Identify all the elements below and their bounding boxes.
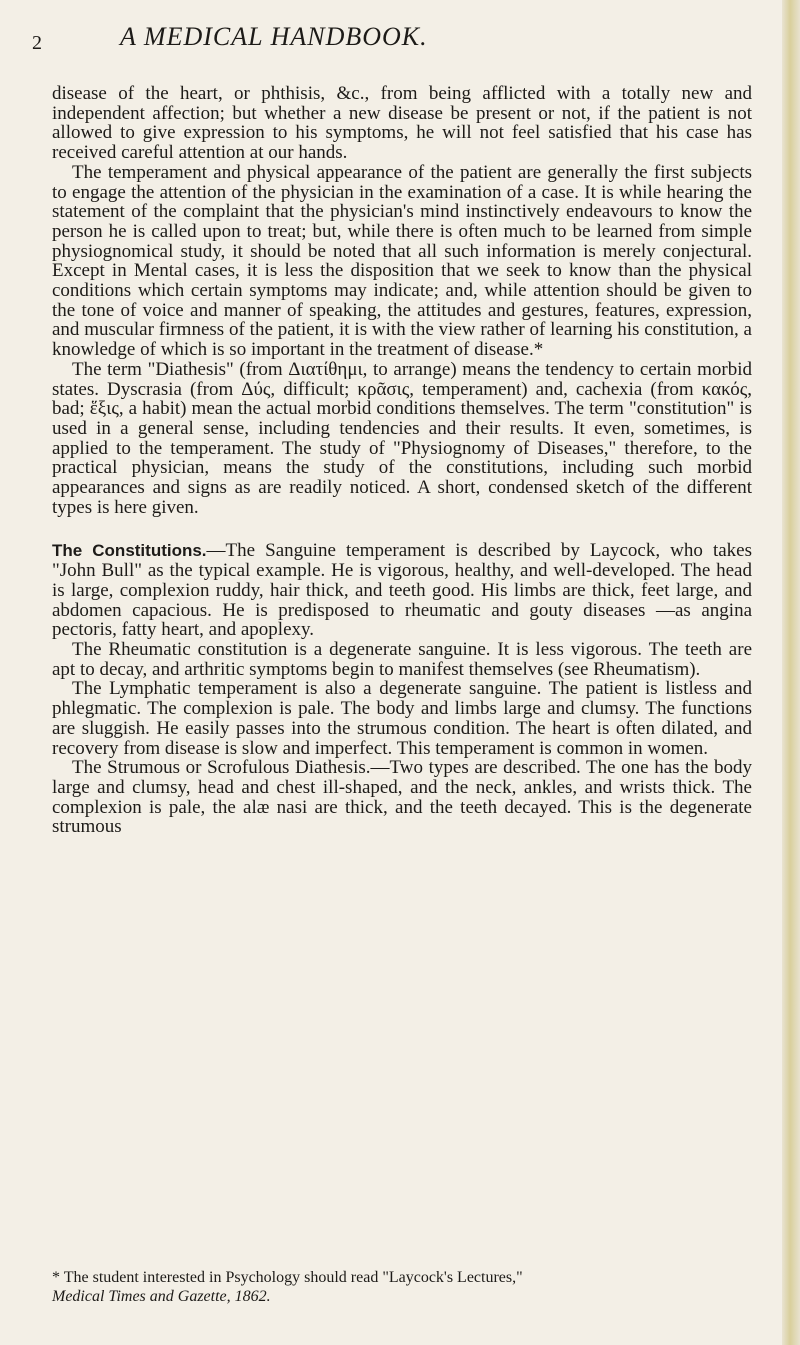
section-heading: The Constitutions. xyxy=(52,541,207,561)
paragraph-lymphatic: The Lymphatic temperament is also a degenerate sanguine. The patient is listless and phlegmatic. The complexion is pale. The body and limbs large and clumsy. The functions are sluggish. He easily passes into the strumous condition. The heart is often dilated, and recovery from disease is slow and imperfect. This temperament is common in women. xyxy=(52,678,752,759)
paragraph-temperament: The temperament and physical appearance of the patient are generally the first subjects to engage the attention of the physician in the examination of a case. It is while hearing the statement of the complaint that the physician's mind instinctively endeavours to know the person he is called upon to treat; but, while there is often much to be learned from simple physiognomical study, it should be noted that all such information is merely conjectural. Except in Mental cases, it is less the disposition that we seek to know than the physical conditions which certain symptoms may indicate; and, while attention should be given to the tone of voice and manner of speaking, the attitudes and gestures, features, expression, and muscular firmness of the patient, it is with the view rather of learning his constitution, a knowledge of which is so important in the treatment of disease.* xyxy=(52,161,752,361)
paragraph-constitutions xyxy=(52,541,752,640)
running-head: A MEDICAL HANDBOOK. xyxy=(120,22,428,51)
paragraph-strumous: The Strumous or Scrofulous Diathesis.—Two types are described. The one has the body large and clumsy, head and chest ill-shaped, and the neck, ankles, and wrists thick. The complexion is pale, the alæ nasi are thick, and the teeth decayed. This is the degenerate strumous xyxy=(52,757,752,838)
page-number: 2 xyxy=(32,32,42,54)
sanguine-text: —The Sanguine temperament is described by Laycock, who takes "John Bull" as the typical example. He is vigorous, healthy, and well-developed. The head is large, complexion ruddy, hair thick, and teeth good. His limbs are thick, feet large, and abdomen capacious. He is predisposed to rheumatic and gouty diseases —as angina pectoris, fatty heart, and apoplexy. xyxy=(52,540,752,641)
page-edge xyxy=(782,0,800,1345)
paragraph-intro: disease of the heart, or phthisis, &c., from being afflicted with a totally new and independent affection; but whether a new disease be present or not, if the patient is not allowed to give expression to his symptoms, he will not feel satisfied that his case has received careful attention at our hands. xyxy=(52,83,752,164)
body-text xyxy=(52,84,752,837)
footnote-source: Medical Times and Gazette, 1862. xyxy=(52,1288,271,1305)
paragraph-rheumatic: The Rheumatic constitution is a degenerate sanguine. It is less vigorous. The teeth are apt to decay, and arthritic symptoms begin to manifest themselves (see Rheumatism). xyxy=(52,638,752,680)
footnote-text: * The student interested in Psychology should read "Laycock's Lectures," xyxy=(52,1269,523,1286)
footnote xyxy=(52,1268,752,1306)
page-header xyxy=(32,22,752,58)
paragraph-diathesis: The term "Diathesis" (from Διατίθημι, to arrange) means the tendency to certain morbid states. Dyscrasia (from Δύς, difficult; κρᾶσις, temperament) and, cachexia (from κακός, bad; ἕξις, a habit) mean the actual morbid conditions themselves. The term "constitution" is used in a general sense, including tendencies and their results. It even, sometimes, is applied to the temperament. The study of "Physiognomy of Diseases," therefore, to the practical physician, means the study of the constitutions, including such morbid appearances and signs as are readily noticed. A short, condensed sketch of the different types is here given. xyxy=(52,358,752,518)
